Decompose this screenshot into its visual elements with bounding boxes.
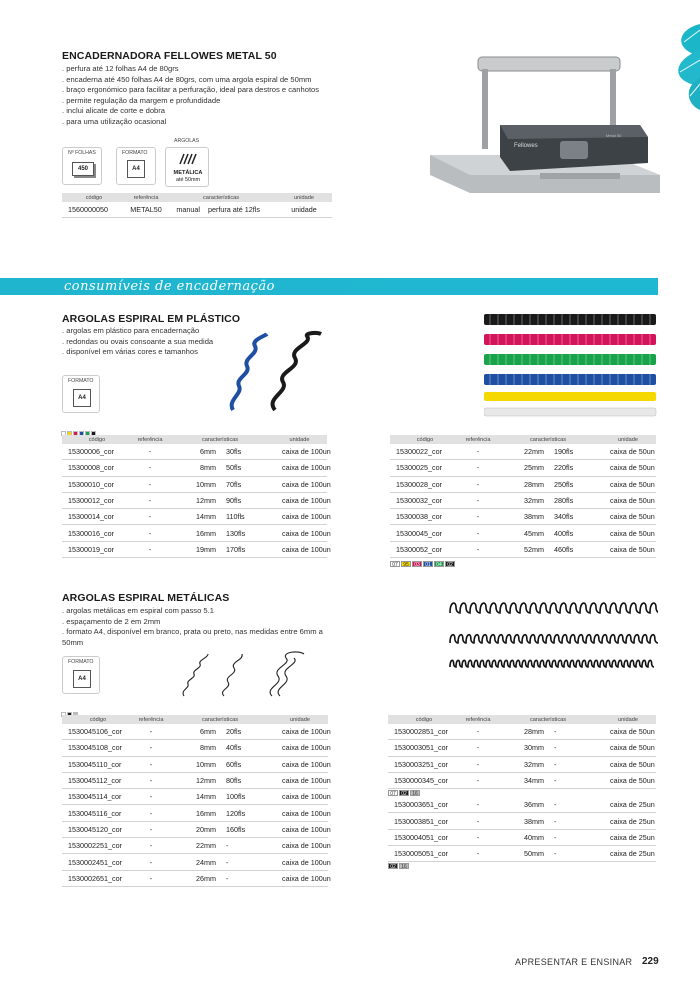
table-row: 15300052_cor - 52mm 460fls caixa de 50un [390, 542, 656, 558]
bullet-item: . disponível em várias cores e tamanhos [62, 347, 312, 358]
plastic-title: ARGOLAS ESPIRAL EM PLÁSTICO [62, 313, 241, 325]
metalica-icon: METÁLICA até 50mm [165, 147, 209, 187]
table-row: 15300038_cor - 38mm 340fls caixa de 50un [390, 509, 656, 525]
color-code: 03 [412, 561, 422, 567]
colour-combs-image [484, 312, 660, 418]
bullet-item: . braço ergonómico para facilitar a perfuração, ideal para destros e canhotos [62, 85, 392, 96]
metal-formato-icon: FORMATO A4 [62, 656, 100, 694]
metal-spiral [450, 660, 654, 667]
plastic-table-left: código referência características unidade 15300006_cor - 6mm 30fls caixa de 100un 15300008_cor - 8mm 50fls caixa de 100un 15300010_cor - 10mm 70fls caixa de 100un 15300012_cor - 12mm 90fls caixa de 100un 15300014_cor - 14mm 110fls caixa de 100un 15300016_cor - 16mm 130fls caixa de 100un 15300019_cor - 19mm 170fls caixa de 100un [62, 435, 327, 558]
metal-spiral [450, 635, 658, 643]
binder-bullets [62, 64, 392, 128]
color-code: 16 [410, 790, 420, 796]
table-row: 15300045_cor - 45mm 400fls caixa de 50un [390, 525, 656, 541]
folhas-icon: Nº FOLHAS 450 [62, 147, 102, 185]
table-row: 15300028_cor - 28mm 250fls caixa de 50un [390, 477, 656, 493]
bullet-item: . espaçamento de 2 em 2mm [62, 617, 327, 628]
metal-title: ARGOLAS ESPIRAL METÁLICAS [62, 592, 230, 604]
argolas-label: ARGOLAS [174, 138, 200, 144]
color-code: 01 [423, 561, 433, 567]
bullet-item: . encaderna até 450 folhas A4 de 80grs, com uma argola espiral de 50mm [62, 75, 392, 86]
table-row: 1530003051_cor - 30mm - caixa de 50un [388, 740, 656, 756]
color-code: 04 [434, 561, 444, 567]
bullet-item: . para uma utilização ocasional [62, 117, 392, 128]
plastic-color-codes [390, 561, 456, 567]
table-row: 15300010_cor - 10mm 70fls caixa de 100un [62, 477, 327, 493]
plastic-formato-icon: FORMATO A4 [62, 375, 100, 413]
table-row: 1530002851_cor - 28mm - caixa de 50un [388, 724, 656, 740]
binder-table: código referência características unidade 1560000050 METAL50 manual perfura até 12fls unidade [62, 193, 332, 218]
bullet-item: . permite regulação da margem e profundidade [62, 96, 392, 107]
table-row: 15300032_cor - 32mm 280fls caixa de 50un [390, 493, 656, 509]
table-row: 15300008_cor - 8mm 50fls caixa de 100un [62, 460, 327, 476]
bullet-item: . redondas ou ovais consoante a sua medida [62, 337, 312, 348]
table-row: 1530005051_cor - 50mm - caixa de 25un [388, 846, 656, 862]
color-code: 02 [399, 790, 409, 796]
table-row: 1530045114_cor - 14mm 100fls caixa de 100un [62, 789, 328, 805]
svg-text:Fellowes: Fellowes [514, 143, 538, 149]
metal-spirals-image [180, 650, 322, 700]
page-number: 229 [642, 956, 659, 967]
metal-bullets [62, 606, 327, 648]
table-row: 15300006_cor - 6mm 30fls caixa de 100un [62, 444, 327, 460]
table-row: 1530045110_cor - 10mm 60fls caixa de 100un [62, 757, 328, 773]
table-row: 1530045108_cor - 8mm 40fls caixa de 100un [62, 740, 328, 756]
table-row: 15300025_cor - 25mm 220fls caixa de 50un [390, 460, 656, 476]
bullet-item: . argolas metálicas em espiral com passo 5.1 [62, 606, 327, 617]
metal-color-codes-a [388, 790, 656, 796]
table-row: 15300022_cor - 22mm 190fls caixa de 50un [390, 444, 656, 460]
table-row: 15300019_cor - 19mm 170fls caixa de 100un [62, 542, 327, 558]
plastic-combs-image [225, 330, 335, 420]
table-row: 1530002251_cor - 22mm - caixa de 100un [62, 838, 328, 854]
table-row: 1530003251_cor - 32mm - caixa de 50un [388, 757, 656, 773]
table-row: 1530045112_cor - 12mm 80fls caixa de 100un [62, 773, 328, 789]
color-code: 02 [388, 863, 398, 869]
color-code: 07 [388, 790, 398, 796]
table-row: 15300012_cor - 12mm 90fls caixa de 100un [62, 493, 327, 509]
table-row: 1530002451_cor - 24mm - caixa de 100un [62, 854, 328, 870]
bullet-item: . argolas em plástico para encadernação [62, 326, 312, 337]
table-row: 15300014_cor - 14mm 110fls caixa de 100un [62, 509, 327, 525]
color-code: 16 [399, 863, 409, 869]
footer-section: APRESENTAR E ENSINAR [515, 957, 633, 967]
metal-spiral [450, 603, 658, 613]
table-row: 1530002651_cor - 26mm - caixa de 100un [62, 871, 328, 887]
metal-color-codes-b [388, 863, 656, 869]
section-banner: consumíveis de encadernação [0, 278, 658, 295]
metal-table-left: código referência características unidade 1530045106_cor - 6mm 20fls caixa de 100un 1530045108_cor - 8mm 40fls caixa de 100un 1530045110_cor - 10mm 60fls caixa de 100un 1530045112_cor - 12mm 80fls caixa de 100un 1530045114_cor - 14mm 100fls caixa de 100un 1530045116_cor - 16mm 120fls caixa de 100un 1530045120_cor - 20mm 160fls caixa de 100un 1530002251_cor - 22mm - caixa de 100un 1530002451_cor - 24mm - caixa de 100un 1530002651_cor - 26mm - caixa de 100un [62, 715, 328, 887]
table-row: 15300016_cor - 16mm 130fls caixa de 100un [62, 525, 327, 541]
color-code: 07 [390, 561, 400, 567]
bullet-item: . perfura até 12 folhas A4 de 80grs [62, 64, 392, 75]
bullet-item: . formato A4, disponível em branco, prata ou preto, nas medidas entre 6mm a 50mm [62, 627, 327, 648]
table-row: 1530003651_cor - 36mm - caixa de 25un [388, 797, 656, 813]
bullet-item: . inclui alicate de corte e dobra [62, 106, 392, 117]
metal-table-right: código referência características unidade 1530002851_cor - 28mm - caixa de 50un 1530003051_cor - 30mm - caixa de 50un 1530003251_cor - 32mm - caixa de 50un 1530000345_cor - 34mm - caixa de 50un 07 02 16 1530003651_cor - 36mm - caixa de 25un 1530003851_cor - 38mm - caixa de 25un 1530004051_cor - 40mm - caixa de 25un 1530005051_cor - 50mm - caixa de 25un 02 16 [388, 715, 656, 869]
table-row: 1530045116_cor - 16mm 120fls caixa de 100un [62, 805, 328, 821]
table-row: 1530045106_cor - 6mm 20fls caixa de 100un [62, 724, 328, 740]
table-row: 1530003851_cor - 38mm - caixa de 25un [388, 813, 656, 829]
table-row: 1530004051_cor - 40mm - caixa de 25un [388, 830, 656, 846]
table-row: 1530045120_cor - 20mm 160fls caixa de 100un [62, 822, 328, 838]
table-row: 1560000050 METAL50 manual perfura até 12fls unidade [62, 202, 332, 218]
color-code: 02 [445, 561, 455, 567]
binding-machine-image [410, 45, 670, 205]
color-code: 95 [401, 561, 411, 567]
leaf-decoration [666, 20, 700, 112]
metal-long-spirals-image [448, 593, 658, 669]
svg-text:Metal 50: Metal 50 [606, 133, 622, 138]
spiral-icon [178, 152, 198, 166]
formato-icon: FORMATO A4 [116, 147, 156, 185]
binder-title: ENCADERNADORA FELLOWES METAL 50 [62, 50, 277, 62]
table-row: 1530000345_cor - 34mm - caixa de 50un [388, 773, 656, 789]
plastic-table-right: código referência características unidade 15300022_cor - 22mm 190fls caixa de 50un 15300025_cor - 25mm 220fls caixa de 50un 15300028_cor - 28mm 250fls caixa de 50un 15300032_cor - 32mm 280fls caixa de 50un 15300038_cor - 38mm 340fls caixa de 50un 15300045_cor - 45mm 400fls caixa de 50un 15300052_cor - 52mm 460fls caixa de 50un [390, 435, 656, 558]
